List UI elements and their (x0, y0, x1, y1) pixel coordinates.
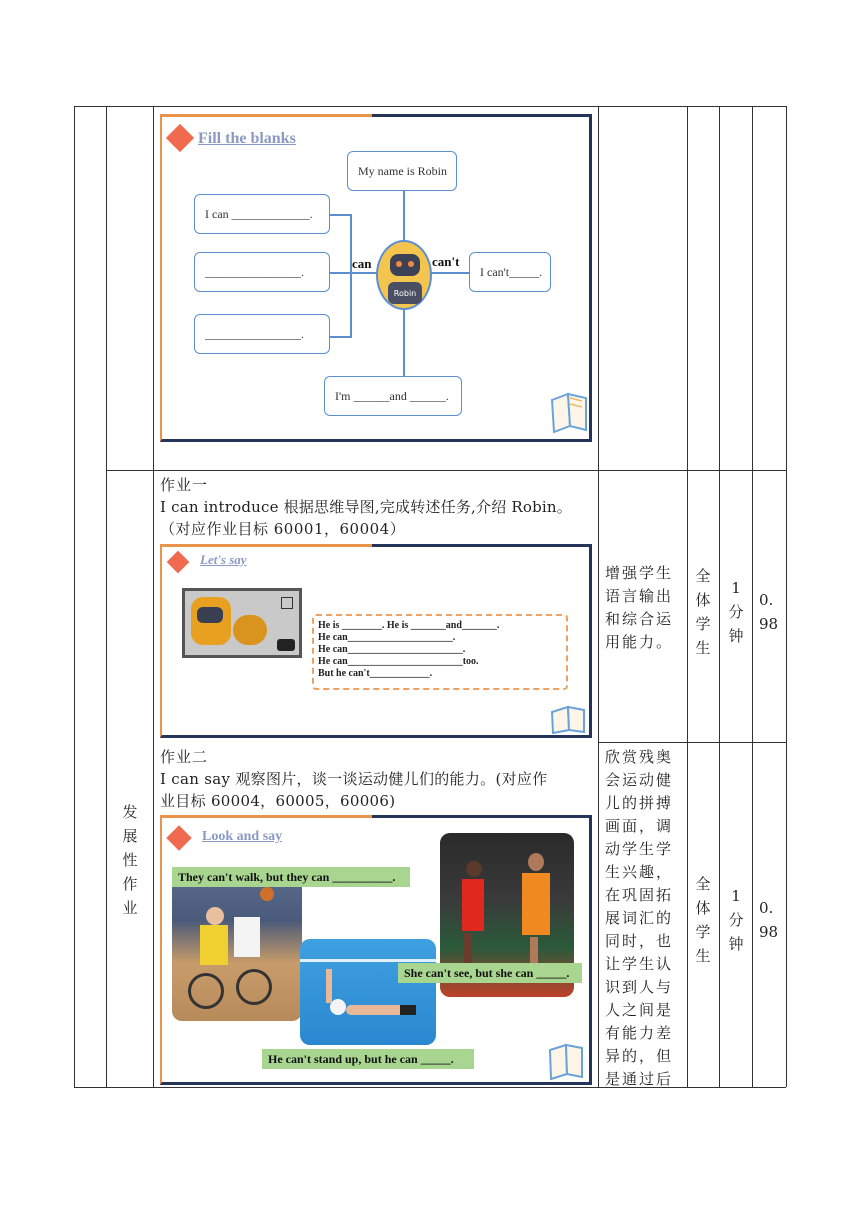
grid-line (687, 106, 688, 1087)
connector-line (330, 214, 352, 216)
swimmer-arm (326, 969, 332, 1003)
category-label (120, 800, 140, 920)
athlete-jersey (200, 925, 228, 965)
task2-score (759, 896, 779, 944)
center-box: My name is Robin (347, 151, 457, 191)
slide-look-and-say (160, 815, 592, 1085)
task2-purpose (605, 746, 685, 1091)
category-char: 作 (122, 875, 138, 893)
target-char: 体 (695, 591, 711, 609)
target-char: 学 (695, 923, 711, 941)
target-char: 全 (695, 875, 711, 893)
caption-strip-3: He can't stand up, but he can _____. (262, 1049, 474, 1069)
score-char: 98 (759, 923, 779, 941)
score-char: 0. (759, 591, 774, 609)
target-char: 体 (695, 899, 711, 917)
robot-arm (233, 615, 267, 645)
grid-line (598, 106, 599, 1087)
caption-strip-1: They can't walk, but they can __________. (172, 867, 410, 887)
book-icon (548, 704, 588, 734)
slide-border-accent (372, 815, 592, 818)
basketball (260, 887, 274, 901)
category-char: 发 (122, 803, 138, 821)
runner-head (528, 853, 544, 871)
sentence-line-5: But he can't____________. (318, 668, 433, 679)
swimmer-body (346, 1005, 406, 1015)
book-icon (546, 1041, 586, 1081)
label-can: can (352, 256, 372, 271)
purpose-line: 有能力差 (605, 1024, 674, 1042)
purpose-line: 在巩固拓 (605, 886, 674, 904)
task1-description: I can introduce 根据思维导图,完成转述任务,介绍 Robin。 (160, 498, 572, 516)
slide-title: Look and say (202, 829, 283, 844)
wheel (188, 973, 224, 1009)
purpose-line: 是通过后 (605, 1070, 674, 1088)
connector-line (330, 272, 378, 274)
swimmer-photo (300, 939, 436, 1045)
task2-time (726, 884, 746, 956)
task1-purpose (605, 562, 685, 654)
robot-avatar (376, 240, 432, 310)
grid-line (153, 106, 154, 1087)
connector-line (330, 336, 352, 338)
wheelchair-basketball-photo (172, 877, 302, 1021)
grid-line (752, 106, 753, 1087)
purpose-line: 人之间是 (605, 1001, 674, 1019)
left-box-1: I can _____________. (194, 194, 330, 234)
robot-photo (182, 588, 302, 658)
connector-line (430, 272, 470, 274)
slide-border-accent (372, 114, 592, 117)
frame-icon (281, 597, 293, 609)
slide-title: Fill the blanks (198, 130, 296, 147)
swimmer-suit (400, 1005, 416, 1015)
task1-target (693, 564, 713, 660)
athlete-head (206, 907, 224, 925)
right-box: I can't_____. (469, 252, 551, 292)
target-char: 全 (695, 567, 711, 585)
target-char: 生 (695, 639, 711, 657)
time-char: 分 (728, 603, 744, 621)
robot-eye (408, 261, 414, 267)
category-char: 性 (122, 851, 138, 869)
slide-border-accent (372, 544, 592, 547)
label-cant: can't (432, 254, 460, 269)
purpose-line: 会运动健 (605, 771, 674, 789)
target-char: 学 (695, 615, 711, 633)
purpose-line: 让学生认 (605, 955, 674, 973)
connector-line (403, 190, 405, 240)
grid-line (719, 106, 720, 1087)
sentence-line-4: He can_______________________too. (318, 656, 479, 667)
purpose-line: 动学生学 (605, 840, 674, 858)
purpose-line: 展词汇的 (605, 909, 674, 927)
swimmer-cap (330, 999, 346, 1015)
time-char: 钟 (728, 935, 744, 953)
grid-line (786, 106, 787, 1087)
runner-shirt (522, 873, 550, 935)
task1-goal: （对应作业目标 60001，60004） (160, 520, 406, 538)
purpose-line: 生兴趣， (605, 863, 674, 881)
wheel (236, 969, 272, 1005)
time-char: 1 (731, 579, 741, 597)
purpose-line: 同时，也 (605, 932, 674, 950)
task1-score (759, 588, 779, 636)
purpose-line: 语言输出 (605, 587, 674, 605)
task2-goal: 业目标 60004，60005，60006) (160, 792, 396, 810)
task2-target (693, 872, 713, 968)
purpose-line: 用能力。 (605, 633, 674, 651)
purpose-line: 和综合运 (605, 610, 674, 628)
score-char: 98 (759, 615, 779, 633)
sentence-line-1: He is ________. He is _______and_______. (318, 620, 500, 631)
purpose-line: 增强学生 (605, 564, 674, 582)
grid-line (598, 742, 786, 743)
grid-line (74, 106, 786, 107)
purpose-line: 画面，调 (605, 817, 674, 835)
purpose-line: 儿的拼搏 (605, 794, 674, 812)
sentence-line-2: He can_____________________. (318, 632, 456, 643)
sentence-frame (312, 614, 568, 690)
slide-fill-the-blanks (160, 114, 592, 442)
runner-shirt (462, 879, 484, 931)
purpose-line: 异的，但 (605, 1047, 674, 1065)
athlete-jersey (234, 917, 260, 957)
connector-line (350, 214, 352, 338)
connector-line (403, 310, 405, 380)
score-char: 0. (759, 899, 774, 917)
category-char: 业 (122, 899, 138, 917)
grid-line (106, 106, 107, 1087)
left-box-2: ________________. (194, 252, 330, 292)
slide-lets-say (160, 544, 592, 738)
slide-border-accent (162, 114, 372, 117)
time-char: 钟 (728, 627, 744, 645)
slide-title: Let's say (200, 552, 247, 567)
book-icon (548, 390, 590, 434)
time-char: 分 (728, 911, 744, 929)
diamond-icon (166, 825, 191, 850)
task2-heading: 作业二 (160, 748, 209, 766)
runner-head (466, 861, 482, 877)
time-char: 1 (731, 887, 741, 905)
diamond-icon (166, 124, 194, 152)
purpose-line: 欣赏残奥 (605, 748, 674, 766)
left-box-3: ________________. (194, 314, 330, 354)
camera-icon (277, 639, 295, 651)
sentence-line-3: He can_______________________. (318, 644, 466, 655)
grid-line (74, 106, 75, 1087)
grid-line (106, 470, 786, 471)
slide-border-accent (162, 544, 372, 547)
task2-description: I can say 观察图片，谈一谈运动健儿们的能力。(对应作 (160, 770, 548, 788)
slide-border-accent (162, 815, 372, 818)
task1-time (726, 576, 746, 648)
robot-face (390, 254, 420, 276)
bottom-box: I'm ______and ______. (324, 376, 462, 416)
task1-heading: 作业一 (160, 476, 209, 494)
robot-name-tag: Robin (388, 282, 422, 304)
caption-strip-2: She can't see, but she can _____. (398, 963, 582, 983)
diamond-icon (167, 551, 190, 574)
lane-rope (300, 959, 436, 962)
purpose-line: 识到人与 (605, 978, 674, 996)
category-char: 展 (122, 827, 138, 845)
robot-eye (396, 261, 402, 267)
robot-face (197, 607, 223, 623)
target-char: 生 (695, 947, 711, 965)
